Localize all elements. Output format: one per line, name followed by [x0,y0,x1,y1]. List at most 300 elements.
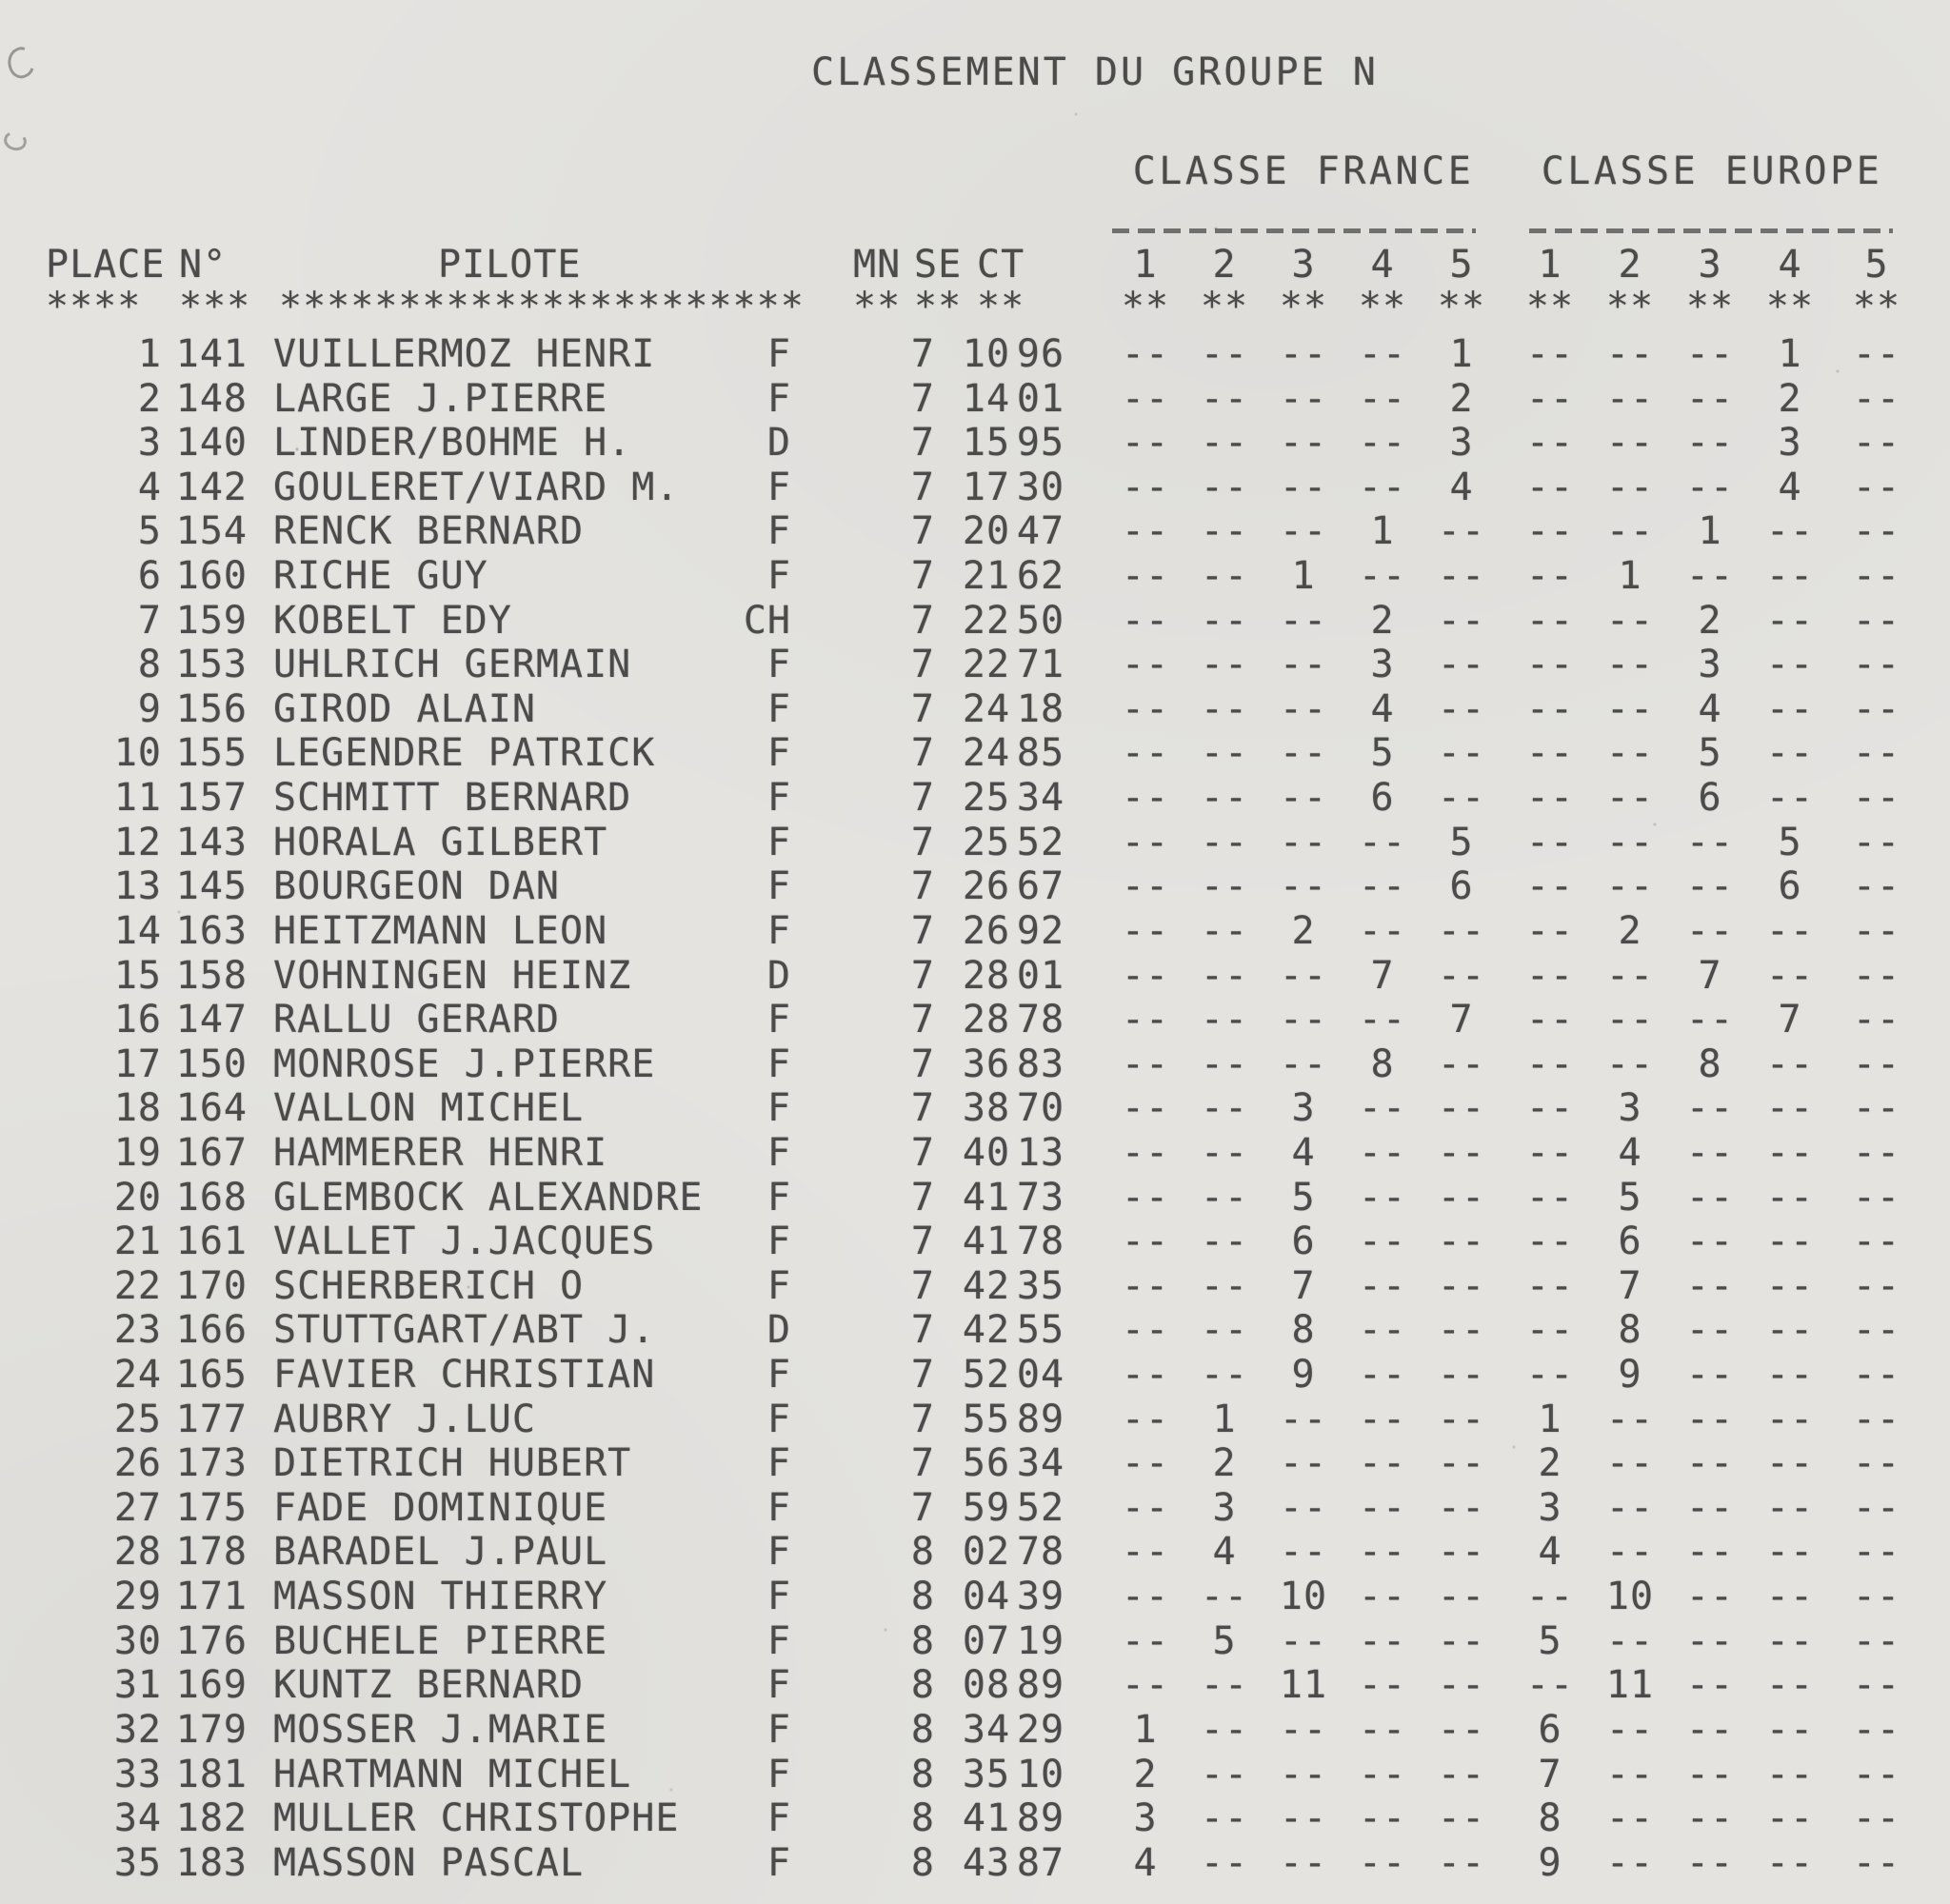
pilot-name-cell: KOBELT EDY [273,598,512,643]
classe-europe-col-5-cell: -- [1852,1618,1901,1663]
centiseconds-cell: 30 [1016,465,1065,509]
classe-europe-col-3-cell: 3 [1698,643,1722,687]
classe-france-col-5-cell: -- [1437,953,1486,998]
classe-europe-col-2-cell: -- [1605,731,1655,776]
seconds-cell: 41 [962,1220,1011,1264]
classe-europe-col-1-cell: -- [1525,1575,1575,1619]
classe-europe-col-4-cell: -- [1765,643,1815,687]
classe-europe-col-2-cell: -- [1605,864,1655,909]
classe-france-col-1-cell: -- [1121,1041,1170,1086]
classe-france-col-3-separator: ** [1279,285,1328,328]
nationality-cell: F [766,376,791,421]
centiseconds-cell: 13 [1016,1130,1065,1175]
pilot-name-cell: BARADEL J.PAUL [273,1530,608,1575]
place-cell: 11 [113,776,162,821]
classe-france-col-3-cell: -- [1279,421,1328,466]
classe-europe-col-4-cell: -- [1765,1840,1815,1885]
classe-europe-col-1-cell: -- [1525,731,1575,776]
place-cell: 22 [113,1263,162,1308]
column-header-mn: MN [853,243,902,287]
table-row [0,731,1950,779]
classe-europe-col-4-cell: -- [1765,686,1815,731]
seconds-cell: 36 [962,1041,1011,1086]
classe-europe-col-4-cell: -- [1765,1175,1815,1220]
pilot-name-cell: VUILLERMOZ HENRI [273,332,656,376]
classe-europe-col-1-cell: 1 [1538,1397,1562,1441]
table-row [0,1175,1950,1223]
classe-france-col-1-cell: -- [1121,509,1170,554]
classe-france-col-3-cell: 7 [1291,1263,1316,1308]
classe-europe-underline [1529,228,1893,233]
classe-france-col-1-cell: 4 [1133,1840,1158,1885]
classe-france-col-5-cell: -- [1437,1041,1486,1086]
place-cell: 19 [113,1130,162,1175]
classe-europe-col-5-cell: -- [1852,1575,1901,1619]
classe-france-col-3-cell: -- [1279,598,1328,643]
seconds-cell: 17 [962,465,1011,509]
classe-france-col-4-cell: -- [1358,421,1407,466]
classe-europe-col-3-cell: -- [1685,1441,1735,1486]
classe-france-col-1-cell: -- [1121,1086,1170,1131]
classe-france-col-4-cell: -- [1358,1663,1407,1708]
nationality-cell: F [766,1086,791,1131]
classe-france-col-1-cell: -- [1121,1175,1170,1220]
place-cell: 6 [137,554,162,599]
pilot-name-cell: VALLON MICHEL [273,1086,585,1131]
classe-france-col-4-cell: -- [1358,332,1407,376]
classe-europe-col-5-cell: -- [1852,376,1901,421]
classe-france-col-1-cell: -- [1121,1353,1170,1398]
classe-france-col-1-cell: -- [1121,1397,1170,1441]
centiseconds-cell: 04 [1016,1353,1065,1398]
classe-europe-col-1-cell: -- [1525,953,1575,998]
classe-france-col-1-cell: -- [1121,1663,1170,1708]
table-row [0,332,1950,380]
minutes-cell: 7 [910,1130,935,1175]
classe-europe-col-3-cell: -- [1685,1485,1735,1530]
classe-france-col-3-cell: 1 [1291,554,1316,599]
car-number-cell: 173 [175,1441,248,1486]
classe-france-col-3-cell: -- [1279,686,1328,731]
classe-europe-col-2-cell: -- [1605,1041,1655,1086]
classe-europe-col-1-cell: -- [1525,465,1575,509]
classe-europe-col-2-cell: -- [1605,1752,1655,1796]
car-number-cell: 158 [175,953,248,998]
minutes-cell: 8 [910,1840,935,1885]
table-row [0,1577,1950,1622]
centiseconds-cell: 85 [1016,731,1065,776]
classe-france-col-4-cell: 6 [1370,776,1395,821]
seconds-cell: 59 [962,1485,1011,1530]
classe-france-col-5-cell: -- [1437,554,1486,599]
classe-europe-col-4-cell: -- [1765,1130,1815,1175]
classe-europe-col-3-cell: -- [1685,1840,1735,1885]
classe-europe-col-2-cell: 11 [1605,1663,1655,1708]
classe-france-col-1-cell: -- [1121,1308,1170,1353]
classe-europe-col-4-cell: 4 [1778,465,1802,509]
seconds-cell: 15 [962,421,1011,466]
classe-europe-col-1-cell: -- [1525,509,1575,554]
classe-europe-col-4-cell: -- [1765,1220,1815,1264]
classe-france-col-3-cell: -- [1279,1752,1328,1796]
classe-europe-col-5-cell: -- [1852,1796,1901,1841]
classe-france-col-5-cell: -- [1437,1618,1486,1663]
nationality-cell: F [766,686,791,731]
classe-france-col-1-cell: -- [1121,998,1170,1042]
seconds-cell: 55 [962,1397,1011,1441]
centiseconds-cell: 10 [1016,1752,1065,1796]
classe-europe-col-1-cell: -- [1525,1086,1575,1131]
car-number-cell: 170 [175,1263,248,1308]
classe-europe-col-5-separator: ** [1852,285,1901,328]
place-cell: 18 [113,1086,162,1131]
minutes-cell: 7 [910,554,935,599]
car-number-cell: 167 [175,1130,248,1175]
centiseconds-cell: 83 [1016,1041,1065,1086]
classe-france-col-1-separator: ** [1121,285,1170,328]
classe-europe-col-3-cell: 6 [1698,776,1722,821]
nationality-cell: F [766,1485,791,1530]
place-cell: 10 [113,731,162,776]
classe-europe-col-5-cell: -- [1852,1175,1901,1220]
classe-europe-col-4-cell: -- [1765,1397,1815,1441]
table-row [0,645,1950,690]
classe-france-col-4-cell: -- [1358,1752,1407,1796]
classe-europe-col-5-cell: -- [1852,1130,1901,1175]
classe-europe-col-4-cell: -- [1765,1752,1815,1796]
table-row [0,1086,1950,1134]
nationality-cell: F [766,332,791,376]
table-row [0,1707,1950,1755]
table-row [0,1663,1950,1711]
classe-france-col-2-cell: -- [1200,1263,1249,1308]
classe-france-col-3-cell: 10 [1279,1575,1328,1619]
pilot-name-cell: RALLU GERARD [273,998,560,1042]
seconds-cell: 42 [962,1263,1011,1308]
car-number-cell: 140 [175,421,248,466]
car-number-cell: 166 [175,1308,248,1353]
column-header-num: N° [179,243,228,287]
classe-europe-col-2-cell: -- [1605,376,1655,421]
classe-europe-col-1-cell: 6 [1538,1707,1562,1752]
seconds-cell: 41 [962,1175,1011,1220]
classe-france-col-3-cell: -- [1279,1530,1328,1575]
classe-france-col-5-cell: -- [1437,643,1486,687]
classe-france-col-4-cell: -- [1358,1397,1407,1441]
classe-europe-col-4-cell: -- [1765,1086,1815,1131]
minutes-cell: 7 [910,1175,935,1220]
classe-europe-col-5-cell: -- [1852,554,1901,599]
classe-france-col-4-cell: 3 [1370,643,1395,687]
classe-europe-col-1-cell: -- [1525,1353,1575,1398]
nationality-cell: CH [743,598,791,643]
table-row [0,1618,1950,1667]
pilot-name-cell: RICHE GUY [273,554,488,599]
centiseconds-cell: 47 [1016,509,1065,554]
car-number-cell: 155 [175,731,248,776]
classe-europe-col-4-cell: -- [1765,953,1815,998]
classe-france-col-2-cell: -- [1200,1041,1249,1086]
classe-europe-col-2-cell: 4 [1618,1130,1642,1175]
centiseconds-cell: 73 [1016,1175,1065,1220]
classe-europe-col-3-cell: -- [1685,1086,1735,1131]
table-row [0,509,1950,557]
nationality-cell: F [766,1441,791,1486]
car-number-cell: 153 [175,643,248,687]
classe-france-col-4-cell: -- [1358,554,1407,599]
classe-europe-col-1-cell: -- [1525,686,1575,731]
classe-france-col-4-cell: -- [1358,1441,1407,1486]
classe-france-header: CLASSE FRANCE [1132,149,1475,193]
classe-france-col-5-cell: -- [1437,1575,1486,1619]
classe-france-col-4-cell: -- [1358,1796,1407,1841]
classe-europe-col-1-cell: -- [1525,376,1575,421]
classe-europe-col-3-cell: -- [1685,820,1735,864]
car-number-cell: 168 [175,1175,248,1220]
classe-europe-col-3-cell: -- [1685,1618,1735,1663]
centiseconds-cell: 52 [1016,1485,1065,1530]
minutes-cell: 7 [910,820,935,864]
classe-france-col-1-cell: -- [1121,554,1170,599]
car-number-cell: 145 [175,864,248,909]
separator-num: *** [179,285,251,328]
classe-france-col-2-cell: -- [1200,686,1249,731]
classe-europe-col-5-cell: -- [1852,908,1901,953]
classe-europe-col-4-cell: 3 [1778,421,1802,466]
car-number-cell: 156 [175,686,248,731]
nationality-cell: F [766,1220,791,1264]
classe-france-col-5-cell: 7 [1449,998,1474,1042]
nationality-cell: F [766,1175,791,1220]
place-cell: 3 [137,421,162,466]
nationality-cell: F [766,1130,791,1175]
classe-europe-col-4-cell: 5 [1778,820,1802,864]
classe-europe-col-4-cell: 1 [1778,332,1802,376]
nationality-cell: D [766,1308,791,1353]
classe-europe-col-3-cell: -- [1685,1175,1735,1220]
classe-france-col-5-cell: -- [1437,731,1486,776]
classe-europe-col-1-cell: 7 [1538,1752,1562,1796]
classe-france-col-2-cell: -- [1200,598,1249,643]
centiseconds-cell: 78 [1016,998,1065,1042]
classe-europe-col-5-cell: -- [1852,643,1901,687]
pilot-name-cell: MASSON THIERRY [273,1575,608,1619]
classe-france-col-5-cell: -- [1437,1441,1486,1486]
nationality-cell: D [766,421,791,466]
classe-france-col-4-cell: -- [1358,1175,1407,1220]
classe-france-col-1-cell: -- [1121,1263,1170,1308]
classe-europe-col-5-cell: -- [1852,1485,1901,1530]
classe-europe-col-2-cell: -- [1605,953,1655,998]
classe-france-col-1-header: 1 [1133,243,1158,287]
classe-europe-col-4-cell: -- [1765,598,1815,643]
classe-france-col-3-cell: 3 [1291,1086,1316,1131]
classe-france-col-5-cell: -- [1437,1130,1486,1175]
centiseconds-cell: 19 [1016,1618,1065,1663]
place-cell: 34 [113,1796,162,1841]
classe-europe-col-1-cell: -- [1525,998,1575,1042]
classe-europe-col-2-cell: -- [1605,1796,1655,1841]
classe-europe-col-3-cell: -- [1685,1796,1735,1841]
classe-france-col-5-cell: -- [1437,1263,1486,1308]
classe-france-col-1-cell: -- [1121,820,1170,864]
classe-france-col-1-cell: -- [1121,776,1170,821]
classe-france-col-3-cell: -- [1279,1441,1328,1486]
minutes-cell: 8 [910,1752,935,1796]
minutes-cell: 8 [910,1618,935,1663]
classe-france-col-1-cell: -- [1121,332,1170,376]
classe-france-col-5-cell: -- [1437,1796,1486,1841]
classe-france-col-5-cell: -- [1437,509,1486,554]
classe-europe-col-5-cell: -- [1852,820,1901,864]
table-row [0,1397,1950,1445]
seconds-cell: 22 [962,643,1011,687]
place-cell: 26 [113,1441,162,1486]
classe-france-col-1-cell: -- [1121,1618,1170,1663]
seconds-cell: 26 [962,908,1011,953]
classe-france-col-3-cell: -- [1279,953,1328,998]
pilot-name-cell: GIROD ALAIN [273,686,536,731]
car-number-cell: 178 [175,1530,248,1575]
pilot-name-cell: BOURGEON DAN [273,864,560,909]
classe-europe-col-1-cell: -- [1525,1220,1575,1264]
centiseconds-cell: 55 [1016,1308,1065,1353]
classe-france-col-2-cell: 2 [1212,1441,1237,1486]
seconds-cell: 20 [962,509,1011,554]
classe-europe-col-1-cell: 2 [1538,1441,1562,1486]
place-cell: 1 [137,332,162,376]
classe-europe-col-2-cell: 2 [1618,908,1642,953]
car-number-cell: 154 [175,509,248,554]
seconds-cell: 14 [962,376,1011,421]
classe-europe-col-4-cell: -- [1765,1441,1815,1486]
classe-france-col-1-cell: -- [1121,1130,1170,1175]
centiseconds-cell: 01 [1016,376,1065,421]
classe-europe-col-3-cell: -- [1685,1530,1735,1575]
car-number-cell: 182 [175,1796,248,1841]
classe-france-col-3-cell: -- [1279,776,1328,821]
classe-europe-col-1-cell: 3 [1538,1485,1562,1530]
classe-france-col-5-cell: -- [1437,1220,1486,1264]
pilot-name-cell: LINDER/BOHME H. [273,421,632,466]
classe-europe-col-2-cell: -- [1605,332,1655,376]
classe-france-col-2-cell: -- [1200,465,1249,509]
classe-france-col-5-cell: -- [1437,1397,1486,1441]
classe-europe-col-5-cell: -- [1852,776,1901,821]
car-number-cell: 157 [175,776,248,821]
car-number-cell: 161 [175,1220,248,1264]
centiseconds-cell: 34 [1016,1441,1065,1486]
place-cell: 8 [137,643,162,687]
classe-france-col-1-cell: -- [1121,731,1170,776]
classe-europe-col-5-cell: -- [1852,731,1901,776]
minutes-cell: 7 [910,1263,935,1308]
classe-france-underline [1112,228,1476,233]
table-row [0,376,1950,425]
classe-france-col-3-cell: -- [1279,820,1328,864]
classe-europe-col-3-cell: -- [1685,465,1735,509]
seconds-cell: 02 [962,1530,1011,1575]
classe-europe-col-4-cell: -- [1765,1796,1815,1841]
seconds-cell: 22 [962,598,1011,643]
results-table [0,332,1950,1888]
classe-europe-col-4-cell: -- [1765,1308,1815,1353]
classe-france-col-4-cell: -- [1358,1130,1407,1175]
minutes-cell: 7 [910,1441,935,1486]
table-row [0,1796,1950,1844]
classe-france-col-3-cell: 11 [1279,1663,1328,1708]
classe-france-col-2-cell: -- [1200,1575,1249,1619]
classe-europe-col-3-cell: -- [1685,908,1735,953]
nationality-cell: F [766,1707,791,1752]
seconds-cell: 38 [962,1086,1011,1131]
classe-france-col-4-cell: -- [1358,864,1407,909]
centiseconds-cell: 50 [1016,598,1065,643]
pilot-name-cell: UHLRICH GERMAIN [273,643,632,687]
car-number-cell: 150 [175,1041,248,1086]
minutes-cell: 7 [910,643,935,687]
classe-france-col-4-cell: -- [1358,1485,1407,1530]
classe-europe-col-4-cell: -- [1765,1041,1815,1086]
classe-europe-col-2-cell: 9 [1618,1353,1642,1398]
classe-europe-col-2-cell: -- [1605,820,1655,864]
classe-europe-col-4-cell: -- [1765,1575,1815,1619]
place-cell: 33 [113,1752,162,1796]
classe-france-col-2-cell: 3 [1212,1485,1237,1530]
classe-europe-col-2-cell: -- [1605,598,1655,643]
classe-france-col-4-cell: -- [1358,376,1407,421]
classe-europe-col-3-cell: 2 [1698,598,1722,643]
classe-france-col-5-cell: 6 [1449,864,1474,909]
classe-europe-col-4-cell: -- [1765,1263,1815,1308]
classe-europe-col-2-header: 2 [1618,243,1642,287]
classe-france-col-5-cell: -- [1437,1308,1486,1353]
classe-europe-col-1-cell: 9 [1538,1840,1562,1885]
pilot-name-cell: HEITZMANN LEON [273,908,608,953]
place-cell: 21 [113,1220,162,1264]
car-number-cell: 165 [175,1353,248,1398]
nationality-cell: F [766,509,791,554]
seconds-cell: 10 [962,332,1011,376]
classe-france-col-1-cell: -- [1121,953,1170,998]
classe-france-col-4-cell: -- [1358,1840,1407,1885]
pilot-name-cell: LARGE J.PIERRE [273,376,608,421]
classe-europe-col-3-cell: 5 [1698,731,1722,776]
centiseconds-cell: 92 [1016,908,1065,953]
nationality-cell: F [766,776,791,821]
classe-europe-col-5-cell: -- [1852,686,1901,731]
column-header-ct: CT [977,243,1025,287]
classe-france-col-4-cell: -- [1358,1353,1407,1398]
pilot-name-cell: HARTMANN MICHEL [273,1752,632,1796]
classe-france-col-5-cell: -- [1437,1663,1486,1708]
pilot-name-cell: HORALA GILBERT [273,820,608,864]
classe-europe-col-5-cell: -- [1852,1707,1901,1752]
table-row [0,465,1950,513]
minutes-cell: 7 [910,908,935,953]
classe-europe-col-5-cell: -- [1852,509,1901,554]
classe-france-col-5-cell: -- [1437,598,1486,643]
classe-france-col-4-cell: -- [1358,998,1407,1042]
classe-france-col-2-cell: 4 [1212,1530,1237,1575]
classe-france-col-2-header: 2 [1212,243,1237,287]
centiseconds-cell: 01 [1016,953,1065,998]
classe-europe-col-5-cell: -- [1852,1441,1901,1486]
table-row [0,421,1950,468]
classe-europe-col-2-cell: -- [1605,1397,1655,1441]
classe-france-col-3-cell: -- [1279,332,1328,376]
classe-france-col-5-cell: 4 [1449,465,1474,509]
